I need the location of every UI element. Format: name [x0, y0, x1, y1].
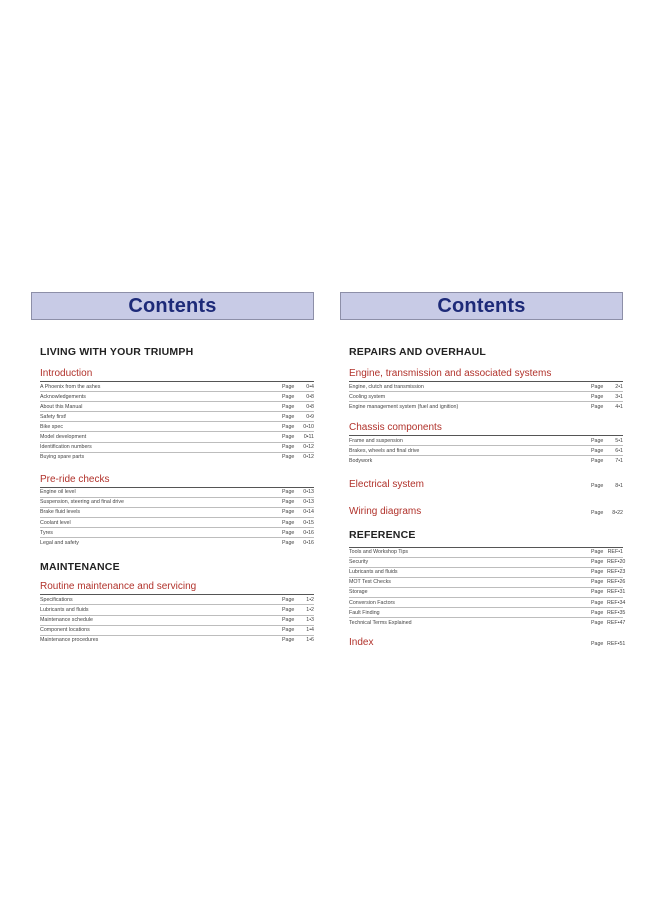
toc-row [349, 578, 626, 588]
page-label: Page [591, 641, 604, 648]
toc-entry-title: Bodywork [349, 458, 373, 465]
toc-entry-title: Tools and Workshop Tips [349, 549, 409, 556]
toc-row [349, 436, 623, 446]
page-number: 0•16 [303, 529, 314, 536]
group-wiring-diagrams [349, 506, 623, 517]
page-number: 0•11 [303, 434, 314, 441]
page-label: Page [591, 383, 604, 390]
page-number: REF•1 [607, 549, 623, 556]
toc-row [40, 605, 314, 615]
page-label: Page [282, 617, 295, 624]
group-pre-ride-checks [40, 474, 314, 548]
page-label: Page [282, 499, 295, 506]
group-title: Chassis components [349, 422, 623, 436]
page-number: 1•2 [306, 606, 314, 613]
toc-row [40, 443, 314, 453]
toc-row [40, 498, 314, 508]
toc-entry-title: A Phoenix from the ashes [40, 383, 101, 390]
group-routine-maintenance [40, 581, 314, 644]
group-title: Electrical system [349, 478, 425, 490]
page-number: 0•10 [303, 423, 314, 430]
page-label: Page [282, 637, 295, 644]
toc-row [40, 402, 314, 412]
toc-row [40, 626, 314, 636]
left-contents-page [31, 292, 314, 645]
toc-entry-title: Tyres [40, 529, 53, 536]
toc-entry-title: Cooling system [349, 393, 386, 400]
page-label: Page [282, 489, 295, 496]
page-label: Page [591, 458, 604, 465]
page-label: Page [591, 599, 604, 606]
page-label: Page [282, 454, 295, 461]
toc-entry-title: Conversion Factors [349, 599, 395, 606]
toc-row [40, 488, 314, 498]
toc-entry-title: Legal and safety [40, 539, 79, 546]
page-label: Page [282, 539, 295, 546]
toc-entry-title: Identification numbers [40, 444, 92, 451]
page-number: REF•51 [607, 641, 626, 648]
page-number: 8•1 [615, 482, 623, 489]
page-number: 6•1 [615, 447, 623, 454]
toc-row [40, 538, 314, 547]
toc-entry-title: Lubricants and fluids [349, 569, 398, 576]
page-label: Page [591, 589, 604, 596]
section-title-reference: REFERENCE [349, 528, 416, 541]
toc-row [349, 618, 626, 627]
toc-entry-title: Engine oil level [40, 489, 76, 496]
toc-row [40, 595, 314, 605]
toc-entry-title: Technical Terms Explained [349, 619, 412, 626]
page-label: Page [591, 579, 604, 586]
page-label: Page [282, 423, 295, 430]
page-label: Page [591, 447, 604, 454]
toc-row [349, 588, 626, 598]
page-number: 0•12 [303, 454, 314, 461]
toc-row [40, 422, 314, 432]
group-index [349, 637, 626, 649]
page-number: 0•13 [303, 499, 314, 506]
page-number: 1•3 [306, 617, 314, 624]
toc-entry-title: Maintenance procedures [40, 637, 99, 644]
toc-entry-title: Maintenance schedule [40, 617, 94, 624]
page-number: REF•35 [607, 609, 626, 616]
toc-entry-title: Lubricants and fluids [40, 606, 89, 613]
page-number: 4•1 [615, 403, 623, 410]
page-number: 0•8 [306, 393, 314, 400]
page-number: REF•20 [607, 559, 626, 566]
group-title: Engine, transmission and associated systems [349, 368, 623, 382]
right-contents-page [340, 292, 626, 649]
toc-entry-title: Safety first! [40, 413, 67, 420]
toc-row [40, 382, 314, 392]
page-number: 1•6 [306, 637, 314, 644]
toc-row [40, 508, 314, 518]
group-title: Routine maintenance and servicing [40, 581, 314, 595]
page-label: Page [282, 444, 295, 451]
toc-row [349, 568, 626, 578]
toc-entry-title: Acknowledgements [40, 393, 86, 400]
toc-row [40, 392, 314, 402]
toc-entry-title: MOT Test Checks [349, 579, 391, 586]
toc-entry-title: Brakes, wheels and final drive [349, 447, 420, 454]
toc-row [349, 446, 623, 456]
toc-row [349, 548, 623, 558]
toc-entry-title: Component locations [40, 627, 90, 634]
page-label: Page [591, 393, 604, 400]
toc-entry-title: Brake fluid levels [40, 509, 81, 516]
toc-entry-title: Model development [40, 434, 87, 441]
toc-entry-title: Buying spare parts [40, 454, 85, 461]
page-label: Page [282, 606, 295, 613]
toc-row [40, 616, 314, 626]
toc-entry-title: Specifications [40, 596, 73, 603]
page-label: Page [282, 434, 295, 441]
page-number: 0•12 [303, 444, 314, 451]
page-number: 7•1 [615, 458, 623, 465]
toc-row [40, 528, 314, 538]
contents-heading: Contents [437, 294, 526, 317]
page-number: 0•16 [303, 539, 314, 546]
contents-banner [31, 292, 314, 320]
toc-row [349, 456, 623, 465]
section-title-maintenance: MAINTENANCE [40, 561, 120, 574]
toc-row [40, 412, 314, 422]
page-label: Page [591, 619, 604, 626]
toc-entry-title: Frame and suspension [349, 437, 403, 444]
group-electrical-system [349, 479, 623, 490]
toc-entry-title: Engine, clutch and transmission [349, 383, 424, 390]
page-number: REF•23 [607, 569, 626, 576]
page-label: Page [282, 413, 295, 420]
page-label: Page [282, 596, 295, 603]
toc-row [349, 608, 626, 618]
page-label: Page [591, 437, 604, 444]
section-title-repairs: REPAIRS AND OVERHAUL [349, 346, 487, 358]
page-number: 8•22 [612, 509, 623, 516]
page-number: 0•15 [303, 519, 314, 526]
page-label: Page [591, 482, 604, 489]
group-title: Pre-ride checks [40, 474, 314, 488]
page-number: REF•31 [607, 589, 626, 596]
contents-banner [340, 292, 623, 320]
toc-entry-title: Coolant level [40, 519, 71, 526]
toc-row [349, 382, 623, 392]
toc-row [349, 392, 623, 402]
page-number: 3•1 [615, 393, 623, 400]
page-label: Page [282, 509, 295, 516]
toc-entry-title: Storage [349, 589, 368, 596]
page-number: 0•13 [303, 489, 314, 496]
page-label: Page [282, 383, 295, 390]
page-label: Page [591, 549, 604, 556]
group-engine-transmission [349, 368, 623, 411]
toc-row [40, 518, 314, 528]
page-number: 5•1 [615, 437, 623, 444]
page-number: 0•8 [306, 403, 314, 410]
toc-row [40, 453, 314, 462]
toc-entry-title: Engine management system (fuel and ignition) [349, 403, 459, 410]
page-label: Page [282, 529, 295, 536]
page-number: 1•2 [306, 596, 314, 603]
page-number: 0•4 [306, 383, 314, 390]
toc-row [349, 558, 626, 568]
section-title-living: LIVING WITH YOUR TRIUMPH [40, 346, 194, 358]
page-label: Page [591, 569, 604, 576]
page-number: REF•26 [607, 579, 626, 586]
page-label: Page [591, 609, 604, 616]
page-label: Page [282, 403, 295, 410]
page-label: Page [591, 403, 604, 410]
toc-entry-title: Bike spec [40, 423, 63, 430]
toc-row [40, 636, 314, 645]
page-label: Page [282, 627, 295, 634]
group-introduction [40, 368, 314, 462]
page-number: 0•14 [303, 509, 314, 516]
page-number: 0•9 [306, 413, 314, 420]
toc-row [349, 402, 623, 411]
page-label: Page [591, 559, 604, 566]
page-number: 2•1 [615, 383, 623, 390]
toc-row [40, 432, 314, 442]
toc-entry-title: Suspension, steering and final drive [40, 499, 124, 506]
page-label: Page [282, 393, 295, 400]
group-title: Introduction [40, 368, 314, 382]
page-label: Page [282, 519, 295, 526]
group-title: Index [349, 637, 374, 649]
group-chassis-components [349, 422, 623, 465]
page-number: 1•4 [306, 627, 314, 634]
group-reference [349, 547, 626, 628]
toc-entry-title: Security [349, 559, 369, 566]
page-number: REF•47 [607, 619, 626, 626]
page-number: REF•34 [607, 599, 626, 606]
toc-row [349, 598, 626, 608]
toc-entry-title: Fault Finding [349, 609, 380, 616]
group-title: Wiring diagrams [349, 505, 422, 517]
contents-heading: Contents [128, 294, 217, 317]
toc-entry-title: About this Manual [40, 403, 83, 410]
page-label: Page [591, 509, 604, 516]
